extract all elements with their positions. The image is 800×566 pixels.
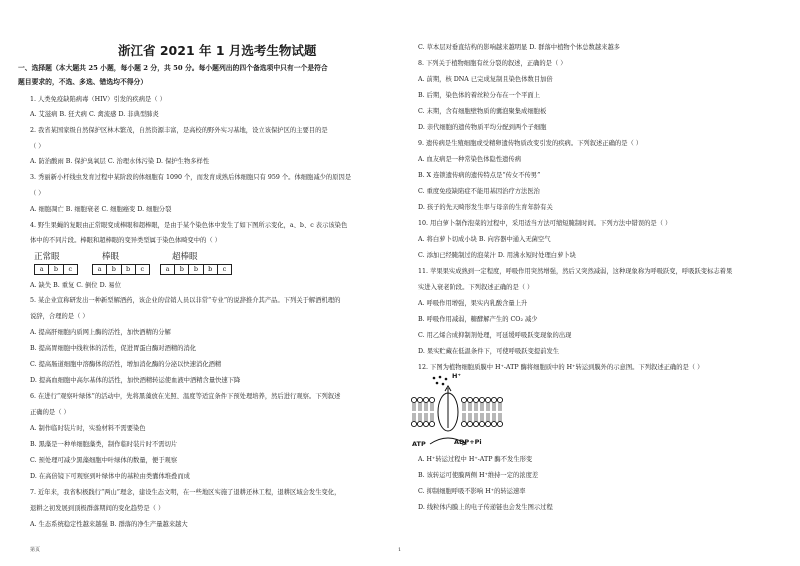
question-line: （ ） [30,190,45,197]
normal-eye-chromosome [34,264,78,275]
option-line: A. 前期，核 DNA 已完成复制且染色体数目加倍 [418,76,553,83]
option-line: C. 提高肠道细胞中溶酶体的活性，增加消化酶的分泌以快速消化酒精 [30,361,222,368]
option-line: C. 草本层对垂直结构的影响越来越明显 D. 群落中植物个体总数越来越多 [418,44,621,51]
option-line: D. 提高血细胞中高尔基体的活性，加快酒精转运使血液中酒精含量快速下降 [30,377,241,384]
segment: c [222,265,227,273]
option-line: A. 制作临时装片时，实验材料不需要染色 [30,425,146,432]
h-atpase-figure [410,374,510,450]
segment: b [107,265,121,274]
question-line: 9. 遗传病是生殖细胞或受精卵遗传物质改变引发的疾病。下列叙述正确的是（ ） [418,140,643,147]
option-line: A. H⁺转运过程中 H⁺-ATP 酶不发生形变 [418,456,533,463]
page-title: 浙江省 2021 年 1 月选考生物试题 [118,43,317,58]
option-line: C. 用乙烯合成抑制剂处理，可延缓呼吸跃变现象的出现 [418,332,572,339]
section-heading-line-1: 一、选择题（本大题共 25 小题，每小题 2 分，共 50 分。每小题列出的四个备选项中只有一个是符合 [18,64,328,72]
option-line: C. 预处理可减少黑藻细胞中叶绿体的数量，便于观察 [30,457,178,464]
footer-page-number: 1 [398,547,402,553]
adp-pi-label: ADP+Pi [454,438,482,446]
segment: b [175,265,189,274]
question-line: 体中的不同片段。棒眼和超棒眼的变异类型属于染色体畸变中的（ ） [30,237,221,244]
option-line: B. 呼吸作用减弱，糖酵解产生的 CO₂ 减少 [418,316,538,323]
segment: c [140,265,145,273]
h-ion-label: H⁺ [452,372,461,380]
option-line: A. 艾滋病 B. 狂犬病 C. 禽流感 D. 非典型肺炎 [30,111,159,118]
segment: b [204,265,218,274]
question-line: 退耕之初发展到顶极群落期间的变化趋势是（ ） [30,505,165,512]
question-line: 1. 人类免疫缺陷病毒（HIV）引发的疾病是（ ） [30,96,166,103]
question-line: 7. 近年来，我省积极践行“两山”理念，建设生态文明，在一些地区实施了退耕还林工程，退耕区域会发生变化， [30,489,341,496]
question-line: 2. 我省某国家级自然保护区林木繁茂，自然资源丰富，是高校的野外实习基地，设立该保护区的主要目的是 [30,127,328,134]
question-line: 3. 秀丽新小杆线虫发育过程中某阶段的体细胞有 1090 个，而发育成熟后体细胞只有 959 个。体细胞减少的原因是 [30,174,352,181]
option-line: A. 生态系统稳定性越来越强 B. 群落的净生产量越来越大 [30,521,188,528]
option-line: B. 黑藻是一种单细胞藻类，制作临时装片时不需切片 [30,441,178,448]
bar-eye-chromosome [92,264,150,275]
footer-page-label: 第页 [30,547,41,553]
option-line: A. 提高肝细胞内质网上酶的活性，加快酒精的分解 [30,329,171,336]
option-line: D. 亲代细胞的遗传物质平均分配到两个子细胞 [418,124,547,131]
question-line: 实进入衰老阶段。下列叙述正确的是（ ） [418,284,534,291]
question-line: 12. 下图为植物细胞质膜中 H⁺-ATP 酶将细胞质中的 H⁺转运到膜外的示意图。下列叙述正确的是（ ） [418,364,704,371]
question-line: 4. 野生果蝇的复眼由正常眼变成棒眼和超棒眼，是由于某个染色体中发生了如下图所示变化，a、b、c 表示该染色 [30,222,348,229]
question-line: 5. 某企业宣称研发出一种新型解酒药，该企业的营销人员以非常“专业”的说辞推介其产品。下列关于解酒机理的 [30,297,341,304]
question-line: （ ） [30,143,45,150]
option-line: C. 添加已经腌制过的泡菜汁 D. 用沸水短时处理白萝卜块 [418,252,576,259]
option-line: D. 在高倍镜下可观察到叶绿体中的基粒由类囊体堆叠而成 [30,473,190,480]
ultra-bar-eye-label: 超棒眼 [172,252,198,262]
option-line: A. 防治酸雨 B. 保护臭氧层 C. 治理水体污染 D. 保护生物多样性 [30,158,210,165]
option-line: D. 孩子的先天畸形发生率与母亲的生育年龄有关 [418,204,553,211]
segment: c [68,265,73,273]
option-line: A. 细胞凋亡 B. 细胞衰老 C. 细胞癌变 D. 细胞分裂 [30,206,172,213]
question-line: 说辞，合理的是（ ） [30,313,89,320]
segment: b [122,265,136,274]
option-line: C. 抑制细胞呼吸不影响 H⁺的转运速率 [418,488,526,495]
question-line: 8. 下列关于植物细胞有丝分裂的叙述，正确的是（ ） [418,60,567,67]
option-line: A. 血友病是一种常染色体隐性遗传病 [418,156,522,163]
option-line: B. 提高胃细胞中线粒体的活性，促进胃蛋白酶对酒精的消化 [30,345,197,352]
section-heading-line-2: 题目要求的，不选、多选、错选均不得分） [18,78,148,86]
option-line: A. 将白萝卜切成小块 B. 向容器中通入无菌空气 [418,236,551,243]
option-line: D. 线粒体内膜上的电子传递链也会发生图示过程 [418,504,553,511]
question-line: 11. 苹果果实成熟到一定程度，呼吸作用突然增强，然后又突然减弱，这种现象称为呼吸跃变，呼吸跃变标志着果 [418,268,733,275]
option-line: B. 后期，染色体的着丝粒分布在一个平面上 [418,92,540,99]
question-line: 6. 在进行“观察叶绿体”的活动中，先将黑藻放在光照、温度等适宜条件下预处理培养，然后进行观察。下列叙述 [30,393,341,400]
option-line: A. 缺失 B. 重复 C. 倒位 D. 易位 [30,282,121,289]
option-line: C. 重度免疫缺陷症不能用基因治疗方法医治 [418,188,540,195]
segment: a [35,265,49,274]
segment: a [161,265,175,274]
question-line: 正确的是（ ） [30,409,70,416]
option-line: B. X 连锁遗传病的遗传特点是“传女不传男” [418,172,541,179]
normal-eye-label: 正常眼 [34,252,60,262]
option-line: B. 该转运可使膜两侧 H⁺维持一定的浓度差 [418,472,539,479]
bar-eye-label: 棒眼 [102,252,120,262]
option-line: C. 末期，含有细胞壁物质的囊泡聚集成细胞板 [418,108,547,115]
option-line: A. 呼吸作用增强，果实内乳酸含量上升 [418,300,528,307]
segment: a [93,265,107,274]
segment: b [189,265,203,274]
ultra-bar-eye-chromosome [160,264,232,275]
h-ion-dots [433,376,448,386]
atp-label: ATP [412,440,426,448]
question-line: 10. 用白萝卜制作泡菜的过程中，采用适当方法可缩短腌制时间。下列方法中错误的是（ ） [418,220,672,227]
option-line: D. 果实贮藏在低温条件下，可使呼吸跃变提前发生 [418,348,560,355]
segment: b [49,265,63,274]
